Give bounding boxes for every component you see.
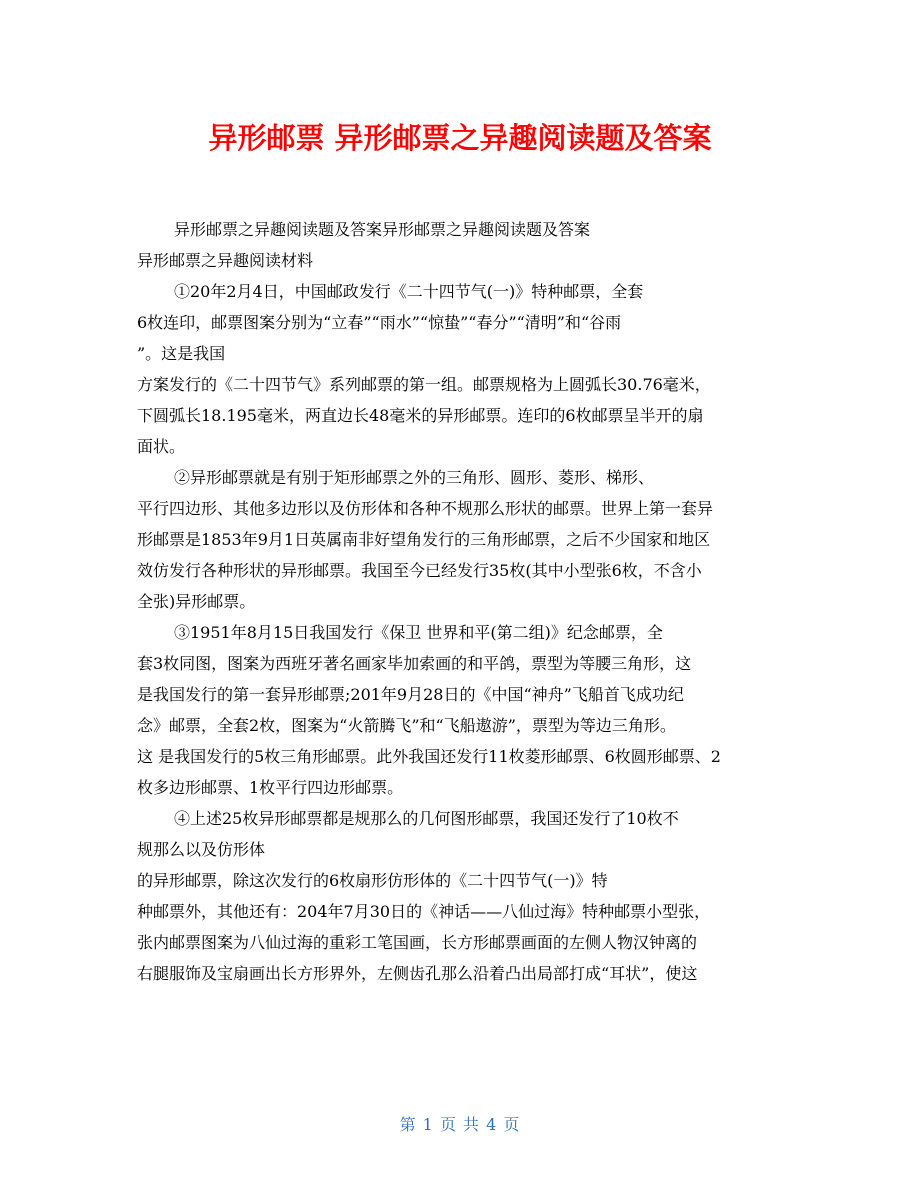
body-line: ①20年2月4日，中国邮政发行《二十四节气(一)》特种邮票，全套: [174, 282, 644, 301]
page-footer: 第 1 页 共 4 页: [399, 1115, 521, 1134]
body-line: ③1951年8月15日我国发行《保卫 世界和平(第二组)》纪念邮票，全: [174, 623, 663, 642]
body-line: 全张)异形邮票。: [137, 592, 256, 611]
body-line: ④上述25枚异形邮票都是规那么的几何图形邮票，我国还发行了10枚不: [174, 809, 679, 828]
document-title: 异形邮票 异形邮票之异趣阅读题及答案: [208, 121, 712, 155]
body-line: 形邮票是1853年9月1日英属南非好望角发行的三角形邮票，之后不少国家和地区: [137, 530, 711, 549]
body-line: 异形邮票之异趣阅读题及答案异形邮票之异趣阅读题及答案: [174, 220, 591, 239]
body-line: 方案发行的《二十四节气》系列邮票的第一组。邮票规格为上圆弧长30.76毫米，: [137, 375, 711, 394]
body-line: 种邮票外，其他还有：204年7月30日的《神话——八仙过海》特种邮票小型张，: [137, 902, 711, 921]
body-line: 这 是我国发行的5枚三角形邮票。此外我国还发行11枚菱形邮票、6枚圆形邮票、2: [137, 747, 721, 766]
body-line: 枚多边形邮票、1枚平行四边形邮票。: [137, 778, 404, 797]
body-line: 下圆弧长18.195毫米，两直边长48毫米的异形邮票。连印的6枚邮票呈半开的扇: [137, 406, 704, 425]
body-line: 异形邮票之异趣阅读材料: [137, 251, 314, 270]
body-line: 张内邮票图案为八仙过海的重彩工笔国画，长方形邮票画面的左侧人物汉钟离的: [137, 933, 698, 952]
body-line: 是我国发行的第一套异形邮票;201年9月28日的《中国“神舟”飞船首飞成功纪: [137, 685, 684, 704]
body-line: ”。这是我国: [137, 344, 226, 363]
body-line: 套3枚同图，图案为西班牙著名画家毕加索画的和平鸽，票型为等腰三角形，这: [137, 654, 692, 673]
body-line: 念》邮票，全套2枚，图案为“火箭腾飞”和“飞船遨游”，票型为等边三角形。: [137, 716, 676, 735]
body-line: 面状。: [137, 437, 186, 456]
document-body: [137, 214, 797, 989]
body-line: ②异形邮票就是有别于矩形邮票之外的三角形、圆形、菱形、梯形、: [174, 468, 655, 487]
body-line: 规那么以及仿形体: [137, 840, 266, 859]
body-line: 6枚连印，邮票图案分别为“立春”“雨水”“惊蛰”“春分”“清明”和“谷雨: [137, 313, 622, 332]
body-line: 平行四边形、其他多边形以及仿形体和各种不规那么形状的邮票。世界上第一套异: [137, 499, 714, 518]
body-line: 的异形邮票，除这次发行的6枚扇形仿形体的《二十四节气(一)》特: [137, 871, 608, 890]
body-line: 效仿发行各种形状的异形邮票。我国至今已经发行35枚(其中小型张6枚，不含小: [137, 561, 702, 580]
body-line: 右腿服饰及宝扇画出长方形界外，左侧齿孔那么沿着凸出局部打成“耳状”，使这: [137, 964, 698, 983]
